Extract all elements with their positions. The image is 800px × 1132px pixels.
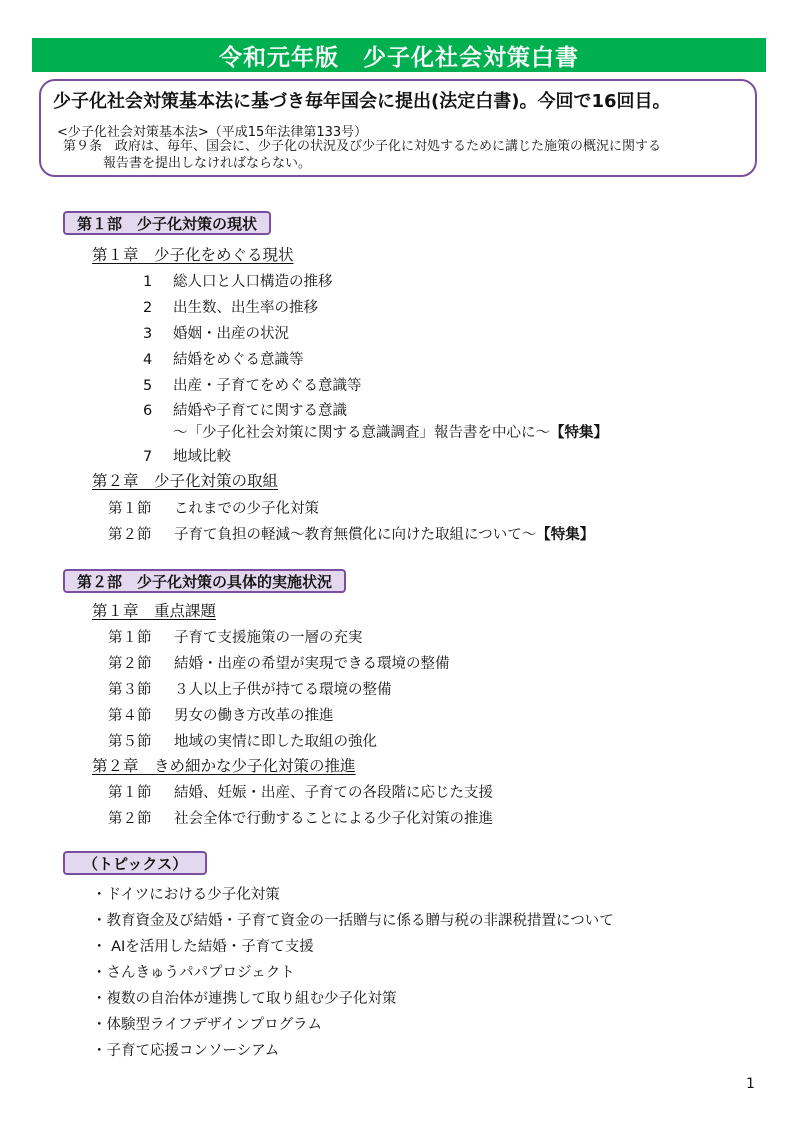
summary-headline: 少子化社会対策基本法に基づき毎年国会に提出(法定白書)。今回で16回目。 [53, 91, 671, 112]
law-reference: <少子化社会対策基本法>（平成15年法律第133号） [57, 125, 368, 140]
topic-item: ・子育て応援コンソーシアム [92, 1043, 280, 1059]
section-item: 第２節 社会全体で行動することによる少子化対策の推進 [108, 811, 493, 827]
topic-item: ・複数の自治体が連携して取り組む少子化対策 [92, 991, 397, 1007]
section-item: 第３節 ３人以上子供が持てる環境の整備 [108, 682, 392, 698]
section-item: 第１節 子育て支援施策の一層の充実 [108, 630, 363, 646]
topic-item: ・さんきゅうパパプロジェクト [92, 965, 295, 981]
page-number: 1 [746, 1076, 755, 1092]
part1-chapter1-title: 第１章 少子化をめぐる現状 [92, 246, 294, 264]
feature-tag: 【特集】 [550, 425, 608, 441]
part2-chapter1-title: 第１章 重点課題 [92, 602, 217, 620]
part2-chapter2-title: 第２章 きめ細かな少子化対策の推進 [92, 757, 356, 775]
list-item: 4 結婚をめぐる意識等 [143, 352, 304, 368]
part1-chapter2-title: 第２章 少子化対策の取組 [92, 472, 279, 490]
summary-box [39, 79, 757, 177]
topic-item: ・体験型ライフデザインプログラム [92, 1017, 322, 1033]
section-item: 第５節 地域の実情に即した取組の強化 [108, 734, 377, 750]
list-item: 1 総人口と人口構造の推移 [143, 274, 333, 290]
part2-header: 第２部 少子化対策の具体的実施状況 [63, 569, 346, 593]
section-item: 第４節 男女の働き方改革の推進 [108, 708, 334, 724]
section-item: 第１節 これまでの少子化対策 [108, 501, 319, 517]
topic-item: ・ AIを活用した結婚・子育て支援 [92, 939, 314, 955]
topic-item: ・教育資金及び結婚・子育て資金の一括贈与に係る贈与税の非課税措置について [92, 913, 614, 929]
article-text [63, 138, 753, 172]
section-item: 第２節 結婚・出産の希望が実現できる環境の整備 [108, 656, 450, 672]
topic-item: ・ドイツにおける少子化対策 [92, 887, 280, 903]
article-line-1: 第９条 政府は、毎年、国会に、少子化の状況及び少子化に対処するために講じた施策の概況に関する [63, 139, 662, 154]
article-line-2: 報告書を提出しなければならない。 [103, 156, 312, 171]
list-item: 6 結婚や子育てに関する意識 [143, 403, 347, 419]
topics-header: （トピックス） [63, 851, 207, 875]
list-item: 5 出産・子育てをめぐる意識等 [143, 378, 362, 394]
feature-tag: 【特集】 [536, 527, 595, 543]
list-item: 7 地域比較 [143, 449, 231, 465]
section-item: 第１節 結婚、妊娠・出産、子育ての各段階に応じた支援 [108, 785, 493, 801]
list-item: 2 出生数、出生率の推移 [143, 300, 318, 316]
section-item: 第２節 子育て負担の軽減～教育無償化に向けた取組について～【特集】 [108, 527, 595, 543]
list-item: 3 婚姻・出産の状況 [143, 326, 289, 342]
document-title: 令和元年版 少子化社会対策白書 [32, 38, 766, 72]
part1-header: 第１部 少子化対策の現状 [63, 211, 271, 235]
item6-subtitle: ～「少子化社会対策に関する意識調査」報告書を中心に～【特集】 [173, 425, 608, 441]
